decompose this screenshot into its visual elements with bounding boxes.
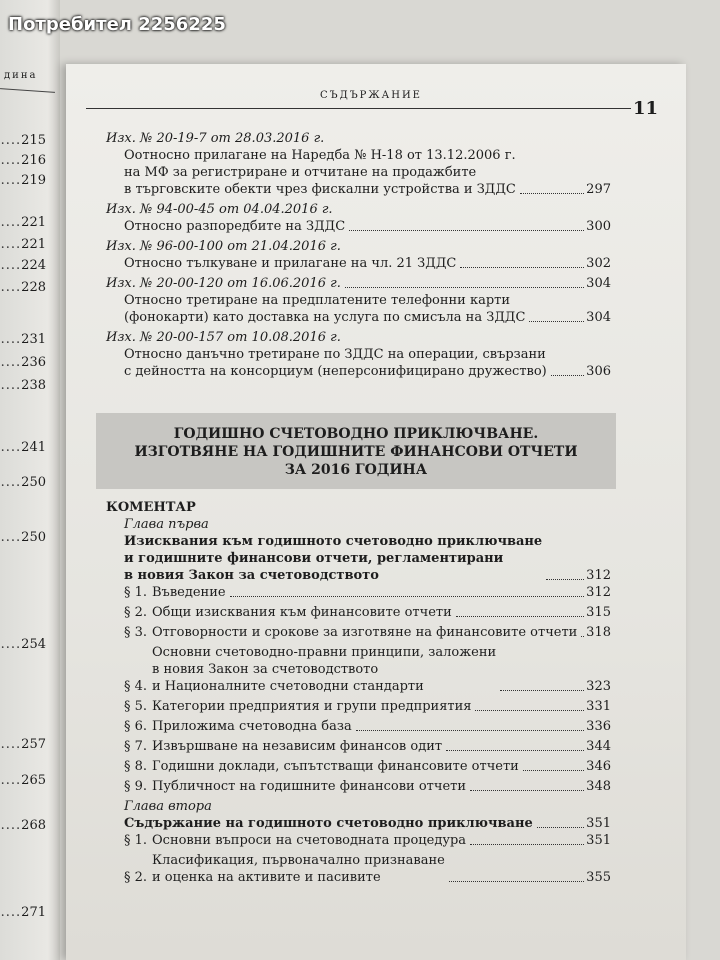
paragraph-text: Годишни доклади, съпътстващи финансовите отчети <box>152 759 519 774</box>
ref-number: Изх. № 94-00-45 от 04.04.2016 г. <box>106 202 333 217</box>
section-title: КОМЕНТАР <box>106 500 196 515</box>
paragraph-text: Отговорности и срокове за изготвяне на финансовите отчети <box>152 625 578 640</box>
page-number: 11 <box>632 98 658 119</box>
ref-text: Оотносно прилагане на Наредба № Н-18 от 13.12.2006 г. на МФ за регистриране и отчитане на продажбите в търговските обекти чрез фискални устройства и ЗДДС <box>124 148 516 197</box>
paragraph-text: Въведение <box>152 585 226 600</box>
part-banner: ГОДИШНО СЧЕТОВОДНО ПРИКЛЮЧВАНЕ. ИЗГОТВЯНЕ НА ГОДИШНИТЕ ФИНАНСОВИ ОТЧЕТИ ЗА 2016 ГОДИНА <box>96 413 616 489</box>
left-page-number: ..... 216 <box>0 153 46 168</box>
chapter1-row <box>106 533 611 584</box>
toc-content <box>106 130 611 889</box>
paragraph-page: 351 <box>586 833 611 848</box>
ref-entry <box>106 147 611 198</box>
paragraph-symbol: § 4. <box>124 679 148 694</box>
running-rule <box>86 108 631 109</box>
paragraph-page: 355 <box>586 870 611 885</box>
ref-page: 304 <box>586 276 611 291</box>
left-page-number: ..... 241 <box>0 440 46 455</box>
left-page-number: ..... 219 <box>0 173 46 188</box>
ref-heading <box>106 329 611 346</box>
paragraph-text: Общи изисквания към финансовите отчети <box>152 605 452 620</box>
ref-number: Изх. № 20-00-120 от 16.06.2016 г. <box>106 276 341 291</box>
paragraph-symbol: § 1. <box>124 833 148 848</box>
left-page-number: ..... 257 <box>0 737 46 752</box>
paragraph-symbol: § 8. <box>124 759 148 774</box>
chapter1-page: 312 <box>586 568 611 583</box>
left-page-number: ..... 215 <box>0 133 46 148</box>
left-page-number: ..... 231 <box>0 332 46 347</box>
paragraph-page: 323 <box>586 679 611 694</box>
paragraph-text: Приложима счетоводна база <box>152 719 352 734</box>
chapter1-label: Глава първа <box>124 517 209 532</box>
paragraph-page: 315 <box>586 605 611 620</box>
paragraph-entry <box>106 852 611 886</box>
ref-entry-page: 300 <box>586 219 611 234</box>
left-page-header: дина <box>4 70 38 81</box>
ref-number: Изх. № 20-19-7 от 28.03.2016 г. <box>106 131 325 146</box>
left-page-number: ..... 236 <box>0 355 46 370</box>
ref-heading <box>106 275 611 292</box>
ref-entry-page: 297 <box>586 182 611 197</box>
left-page-number: ..... 265 <box>0 773 46 788</box>
right-page <box>66 64 686 960</box>
paragraph-page: 318 <box>586 625 611 640</box>
paragraph-entry <box>106 778 611 795</box>
ref-heading <box>106 238 611 255</box>
left-page-number: ..... 221 <box>0 237 46 252</box>
left-page-number: ..... 271 <box>0 905 46 920</box>
paragraph-symbol: § 2. <box>124 870 148 885</box>
ref-text: Относно данъчно третиране по ЗДДС на операции, свързани с дейността на консорциум (неперсонифицирано дружество) <box>124 347 547 379</box>
chapter2-label: Глава втора <box>124 799 212 814</box>
ref-heading <box>106 130 611 147</box>
chapter2-row <box>106 815 611 832</box>
paragraph-text: Извършване на независим финансов одит <box>152 739 443 754</box>
paragraph-page: 348 <box>586 779 611 794</box>
left-page-number: ..... 224 <box>0 258 46 273</box>
ref-entry-page: 302 <box>586 256 611 271</box>
paragraph-page: 336 <box>586 719 611 734</box>
paragraph-symbol: § 1. <box>124 585 148 600</box>
paragraph-symbol: § 9. <box>124 779 148 794</box>
ref-number: Изх. № 96-00-100 от 21.04.2016 г. <box>106 239 341 254</box>
paragraph-symbol: § 5. <box>124 699 148 714</box>
paragraph-text: Основни счетоводно-правни принципи, заложени в новия Закон за счетоводството и Националните счетоводни стандарти <box>152 645 497 694</box>
paragraph-text: Публичност на годишните финансови отчети <box>152 779 467 794</box>
paragraph-text: Категории предприятия и групи предприятия <box>152 699 472 714</box>
left-page-number: ..... 221 <box>0 215 46 230</box>
ref-entry <box>106 346 611 380</box>
user-watermark: Потребител 2256225 <box>8 14 226 35</box>
paragraph-symbol: § 7. <box>124 739 148 754</box>
chapter1-title: Изисквания към годишното счетоводно приключване и годишните финансови отчети, регламентирани в новия Закон за счетоводството <box>124 534 543 583</box>
left-page-number: ..... 250 <box>0 530 46 545</box>
paragraph-entry <box>106 624 611 641</box>
ref-entry <box>106 292 611 326</box>
ref-text: Относно тълкуване и прилагане на чл. 21 ЗДДС <box>124 256 457 271</box>
paragraph-entry <box>106 604 611 621</box>
paragraph-page: 331 <box>586 699 611 714</box>
ref-entry <box>106 218 611 235</box>
paragraph-page: 346 <box>586 759 611 774</box>
ref-heading <box>106 201 611 218</box>
paragraph-text: Основни въпроси на счетоводната процедура <box>152 833 467 848</box>
left-page-number: ..... 254 <box>0 637 46 652</box>
left-page-number: ..... 238 <box>0 378 46 393</box>
paragraph-entry <box>106 832 611 849</box>
ref-entry-page: 306 <box>586 364 611 379</box>
paragraph-symbol: § 6. <box>124 719 148 734</box>
chapter2-page: 351 <box>586 816 611 831</box>
left-page-rule <box>0 88 55 93</box>
chapter2-title: Съдържание на годишното счетоводно приключване <box>124 816 533 831</box>
paragraph-entry <box>106 738 611 755</box>
left-page-number: ..... 250 <box>0 475 46 490</box>
paragraph-entry <box>106 718 611 735</box>
ref-text: Относно третиране на предплатените телефонни карти (фонокарти) като доставка на услуга по смисъла на ЗДДС <box>124 293 526 325</box>
ref-text: Относно разпоредбите на ЗДДС <box>124 219 346 234</box>
left-page-number: ..... 228 <box>0 280 46 295</box>
ref-entry-page: 304 <box>586 310 611 325</box>
running-head: СЪДЪРЖАНИЕ <box>320 90 422 101</box>
paragraph-symbol: § 3. <box>124 625 148 640</box>
paragraph-symbol: § 2. <box>124 605 148 620</box>
left-page <box>0 0 60 960</box>
left-page-number: ..... 268 <box>0 818 46 833</box>
ref-entry <box>106 255 611 272</box>
paragraph-entry <box>106 644 611 695</box>
paragraph-page: 312 <box>586 585 611 600</box>
paragraph-entry <box>106 698 611 715</box>
ref-number: Изх. № 20-00-157 от 10.08.2016 г. <box>106 330 341 345</box>
paragraph-page: 344 <box>586 739 611 754</box>
paragraph-entry <box>106 584 611 601</box>
paragraph-entry <box>106 758 611 775</box>
paragraph-text: Класификация, първоначално признаване и оценка на активите и пасивите <box>152 853 445 885</box>
